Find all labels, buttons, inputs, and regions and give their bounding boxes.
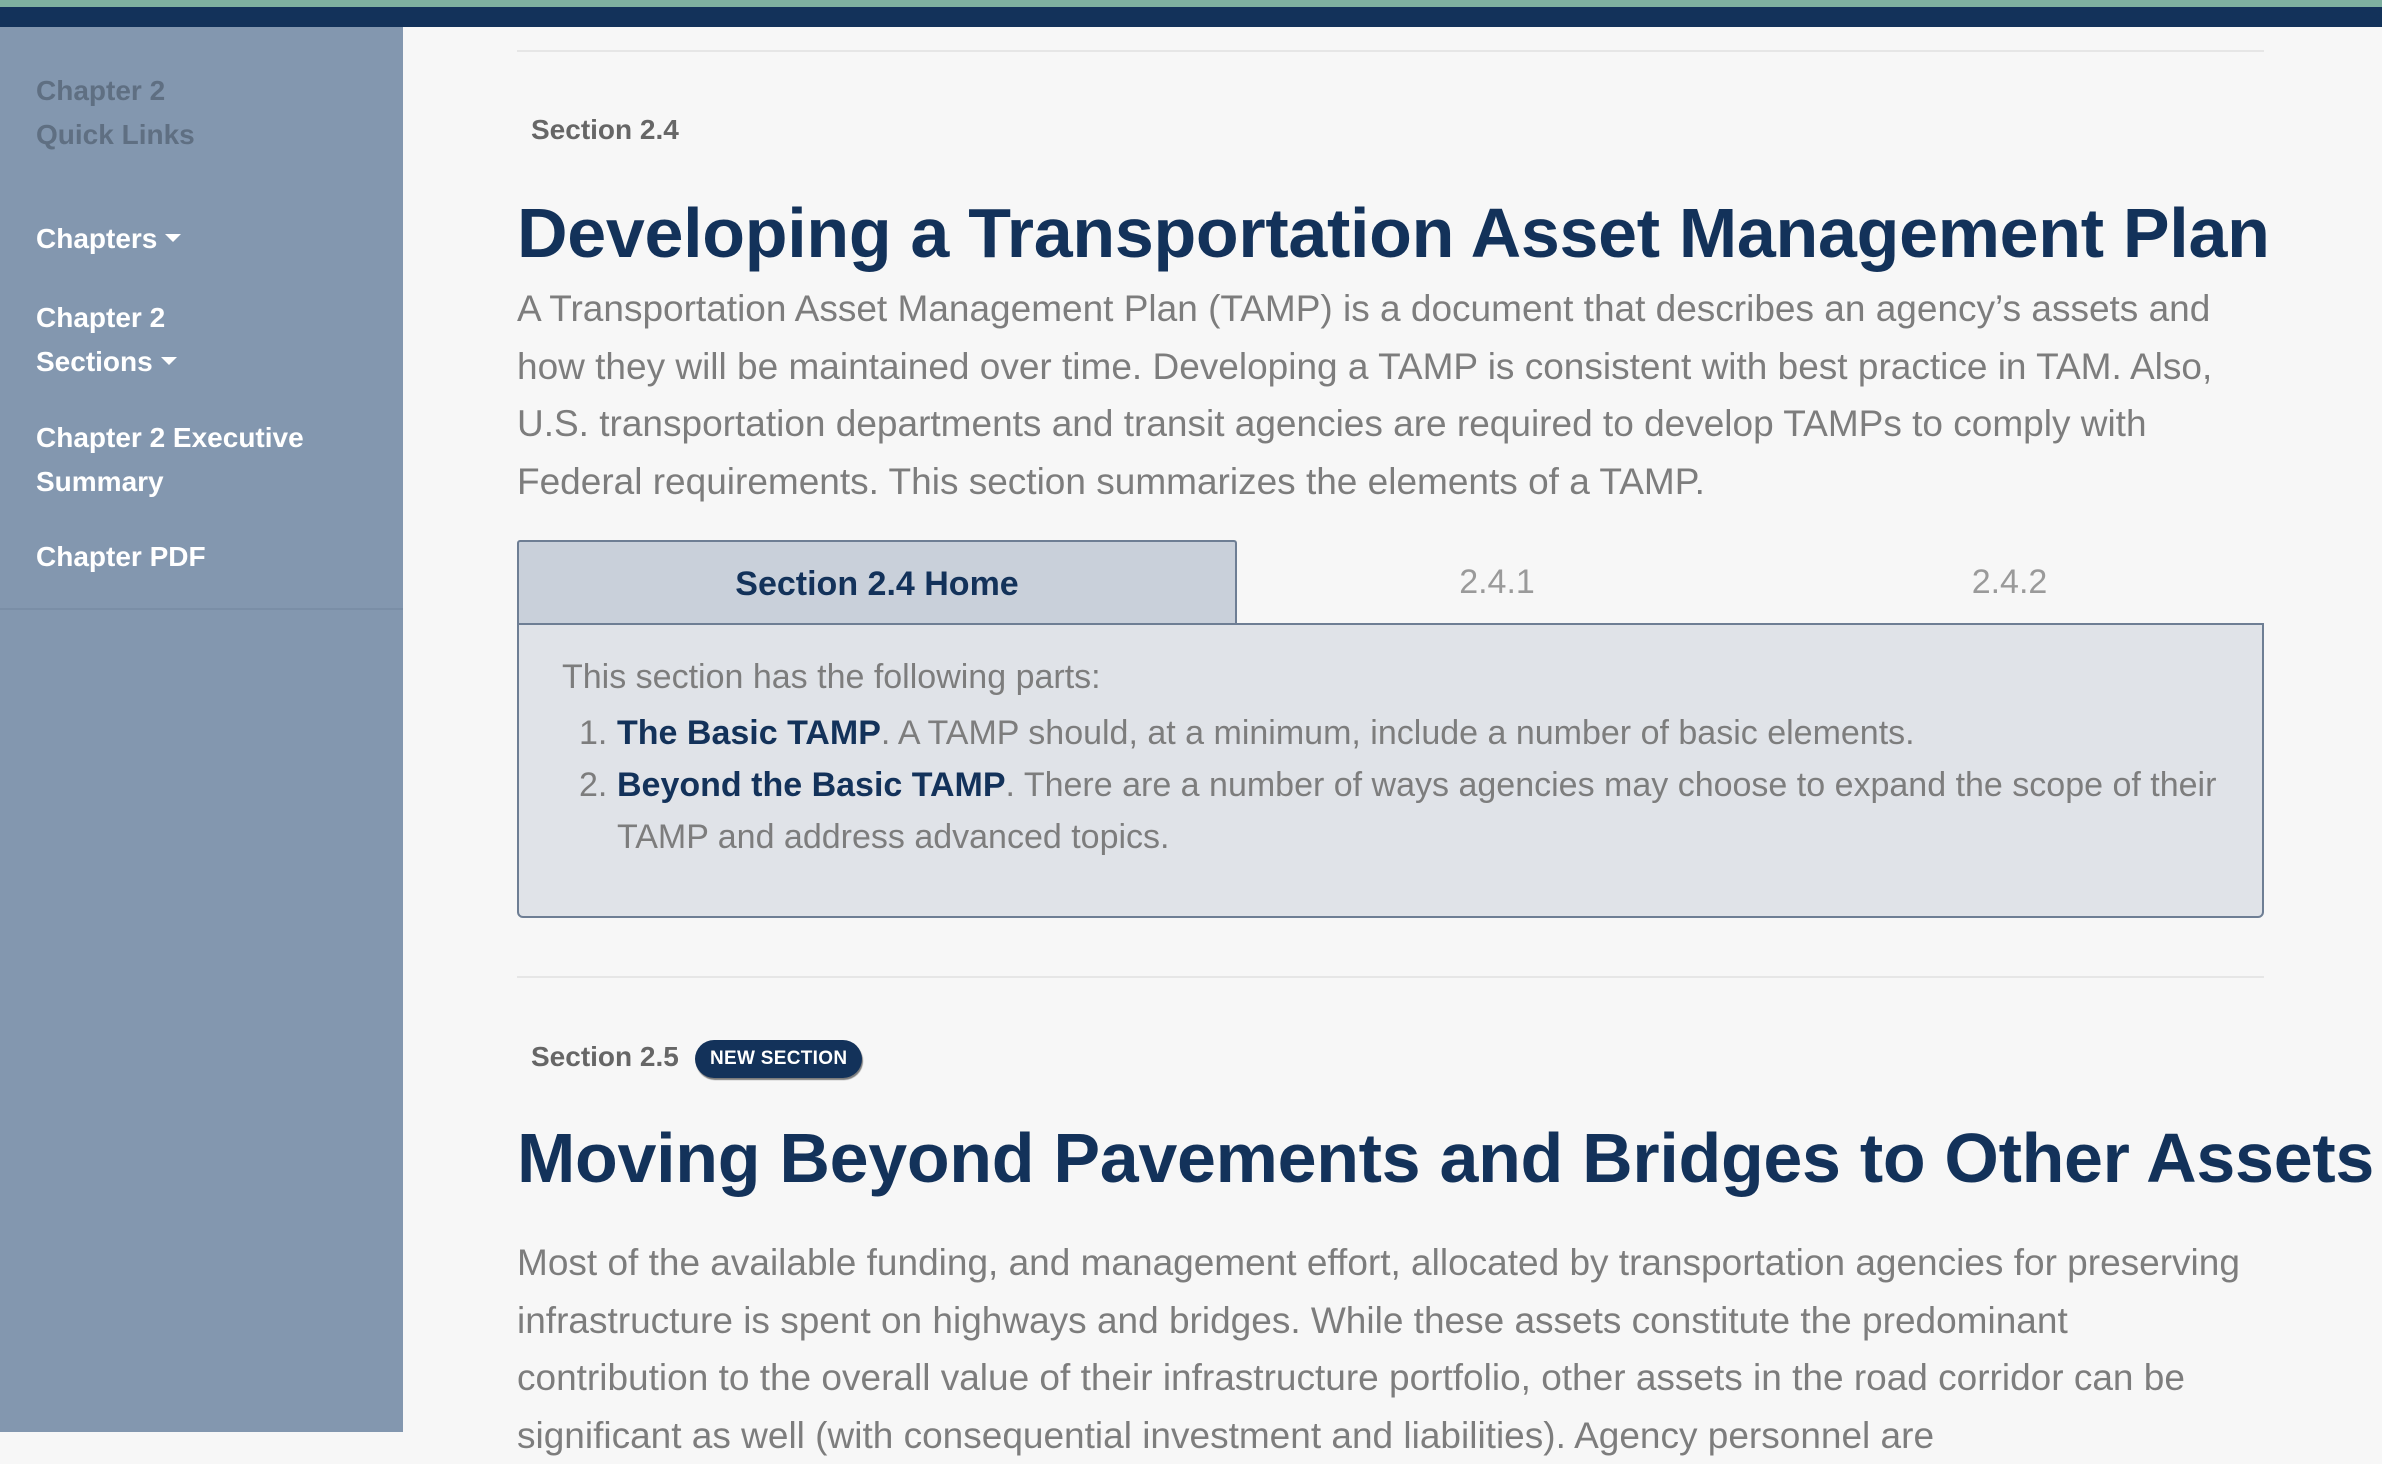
section-heading-2-5: Moving Beyond Pavements and Bridges to Other Assets bbox=[517, 1119, 2374, 1197]
tab-2-4-1[interactable] bbox=[1237, 540, 1757, 624]
list-item bbox=[559, 759, 2219, 863]
section-intro-2-4: A Transportation Asset Management Plan (TAMP) is a document that describes an agency’s assets and how they will be maintained over time. Developing a TAMP is consistent with best practice in TAM. Also, U.S. transportation departments and transit agencies are required to develop TAMPs to comply with Federal requirements. This section summarizes the elements of a TAMP. bbox=[517, 288, 2213, 502]
sidebar-title-line2: Quick Links bbox=[36, 119, 195, 150]
sidebar-item-label-line1: Chapter 2 Executive bbox=[36, 422, 304, 453]
tab-label: 2.4.1 bbox=[1459, 563, 1535, 601]
new-section-badge: NEW SECTION bbox=[695, 1040, 862, 1078]
top-accent-stripe bbox=[0, 0, 2382, 7]
sidebar-item-chapter-sections[interactable] bbox=[36, 296, 376, 384]
sidebar-item-label: Chapters bbox=[36, 223, 158, 254]
sidebar-item-chapter-pdf[interactable] bbox=[36, 535, 376, 579]
list-item bbox=[559, 707, 2219, 759]
sidebar-item-label-line1: Chapter 2 bbox=[36, 302, 166, 333]
list-number: 1. bbox=[579, 714, 608, 752]
section-tabs bbox=[517, 540, 2262, 624]
tab-panel bbox=[517, 623, 2264, 918]
sidebar-divider bbox=[0, 608, 403, 610]
list-item-text: . A TAMP should, at a minimum, include a number of basic elements. bbox=[880, 714, 1915, 752]
section-intro-2-5: Most of the available funding, and management effort, allocated by transportation agencies for preserving infrastructure is spent on highways and bridges. While these assets constitute the predominant contribution to the overall value of their infrastructure portfolio, other assets in the road corridor can be significant as well (with consequential investment and liabilities). Agency personnel are bbox=[517, 1242, 2240, 1456]
sidebar-title bbox=[36, 69, 366, 157]
panel-intro: This section has the following parts: bbox=[562, 658, 1101, 696]
tab-label: 2.4.2 bbox=[1971, 563, 2048, 601]
tab-label: Section 2.4 Home bbox=[735, 565, 1019, 603]
sidebar-item-chapters[interactable] bbox=[36, 217, 376, 261]
sidebar-quick-links bbox=[0, 27, 403, 1432]
sidebar-title-line1: Chapter 2 bbox=[36, 75, 166, 106]
section-label-2-4: Section 2.4 bbox=[531, 114, 679, 145]
tab-2-4-2[interactable] bbox=[1757, 540, 2262, 624]
sidebar-item-label-line2: Sections bbox=[36, 346, 153, 377]
sidebar-item-label-line2: Summary bbox=[36, 466, 164, 497]
list-item-text: . There are a number of ways agencies may choose to expand the scope of their TAMP and address advanced topics. bbox=[617, 766, 2217, 856]
section-label-2-5: Section 2.5 bbox=[531, 1041, 679, 1072]
section-heading-2-4: Developing a Transportation Asset Management Plan bbox=[517, 194, 2270, 272]
section-divider bbox=[517, 976, 2264, 978]
link-basic-tamp[interactable]: The Basic TAMP bbox=[617, 714, 881, 752]
list-number: 2. bbox=[579, 766, 608, 804]
section-divider bbox=[517, 50, 2264, 52]
sidebar-item-label: Chapter PDF bbox=[36, 541, 206, 572]
tab-section-home[interactable] bbox=[517, 540, 1237, 624]
caret-down-icon bbox=[165, 234, 181, 242]
sidebar-item-executive-summary[interactable] bbox=[36, 416, 376, 504]
caret-down-icon bbox=[161, 357, 177, 365]
parts-list bbox=[559, 707, 2219, 863]
link-beyond-basic-tamp[interactable]: Beyond the Basic TAMP bbox=[617, 766, 1006, 804]
